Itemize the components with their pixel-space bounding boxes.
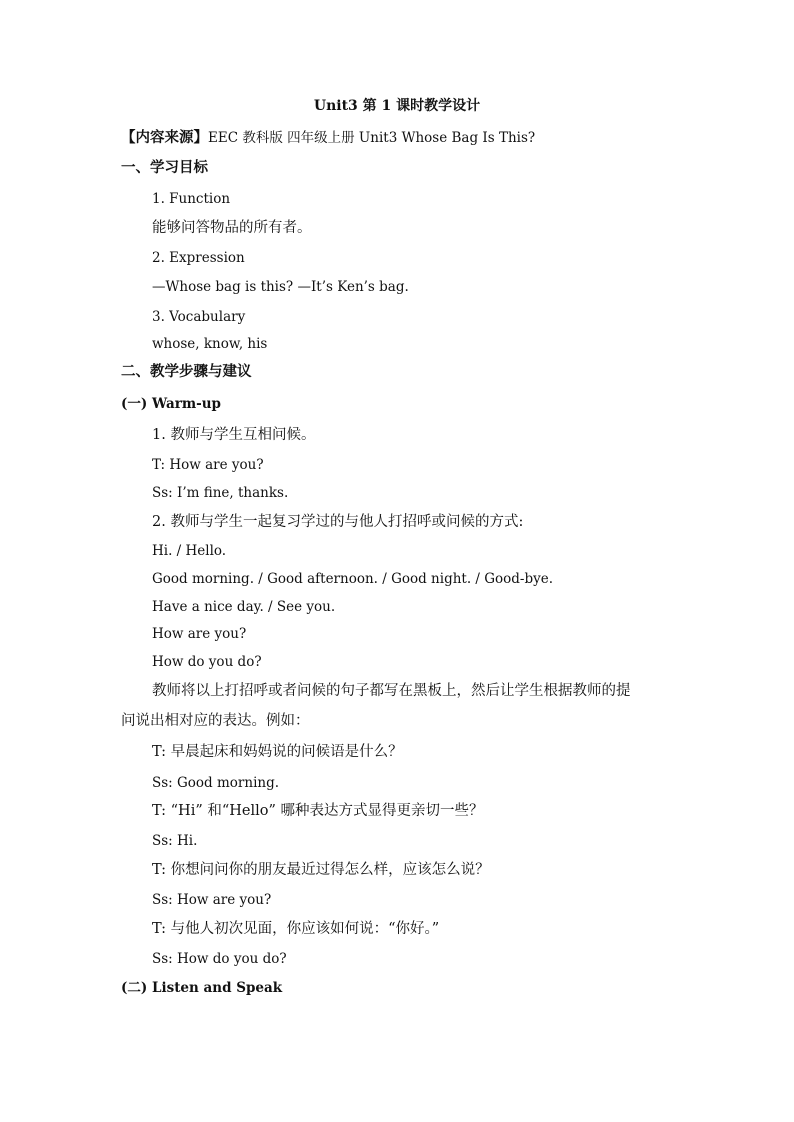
question-line: T: 早晨起床和妈妈说的问候语是什么？ bbox=[152, 744, 403, 760]
answer-line: Ss: Good morning. bbox=[152, 775, 280, 791]
step-2: 2. 教师与学生一起复习学过的与他人打招呼或问候的方式: bbox=[152, 514, 524, 530]
source-label: 【内容来源】 bbox=[121, 129, 208, 146]
paragraph-line-1: 教师将以上打招呼或者问候的句子都写在黑板上，然后让学生根据教师的提 bbox=[152, 683, 631, 699]
dialog-line: Ss: I’m fine, thanks. bbox=[152, 485, 289, 501]
greeting-line: Good morning. / Good afternoon. / Good night. / Good-bye. bbox=[152, 571, 554, 587]
greeting-line: How do you do? bbox=[152, 654, 262, 670]
doc-title: Unit3 第 1 课时教学设计 bbox=[313, 98, 481, 114]
part-heading-warmup: (一) Warm-up bbox=[121, 396, 221, 412]
goal-vocabulary-title: 3. Vocabulary bbox=[152, 309, 246, 325]
goal-vocabulary-text: whose, know, his bbox=[152, 336, 268, 352]
greeting-line: How are you? bbox=[152, 626, 247, 642]
goal-function-text: 能够问答物品的所有者。 bbox=[152, 220, 312, 236]
part-heading-listen-speak: (二) Listen and Speak bbox=[121, 980, 283, 996]
answer-line: Ss: Hi. bbox=[152, 833, 198, 849]
answer-line: Ss: How do you do? bbox=[152, 951, 287, 967]
section-heading-goals: 一、学习目标 bbox=[121, 159, 208, 176]
goal-function-title: 1. Function bbox=[152, 191, 231, 207]
section-heading-steps: 二、教学步骤与建议 bbox=[121, 363, 252, 380]
goal-expression-title: 2. Expression bbox=[152, 250, 245, 266]
question-line: T: 你想问问你的朋友最近过得怎么样，应该怎么说？ bbox=[152, 862, 490, 878]
source-text: EEC 教科版 四年级上册 Unit3 Whose Bag Is This? bbox=[208, 130, 536, 146]
goal-expression-text: —Whose bag is this? —It’s Ken’s bag. bbox=[152, 279, 409, 295]
dialog-line: T: How are you? bbox=[152, 457, 264, 473]
step-1: 1. 教师与学生互相问候。 bbox=[152, 427, 316, 443]
question-line: T: 与他人初次见面，你应该如何说：“你好。” bbox=[152, 921, 440, 937]
question-line: T: “Hi” 和“Hello” 哪种表达方式显得更亲切一些？ bbox=[152, 803, 484, 819]
content-source-line bbox=[121, 129, 535, 147]
paragraph-line-2: 问说出相对应的表达。例如： bbox=[121, 713, 310, 729]
answer-line: Ss: How are you? bbox=[152, 892, 272, 908]
greeting-line: Hi. / Hello. bbox=[152, 543, 227, 559]
greeting-line: Have a nice day. / See you. bbox=[152, 599, 336, 615]
